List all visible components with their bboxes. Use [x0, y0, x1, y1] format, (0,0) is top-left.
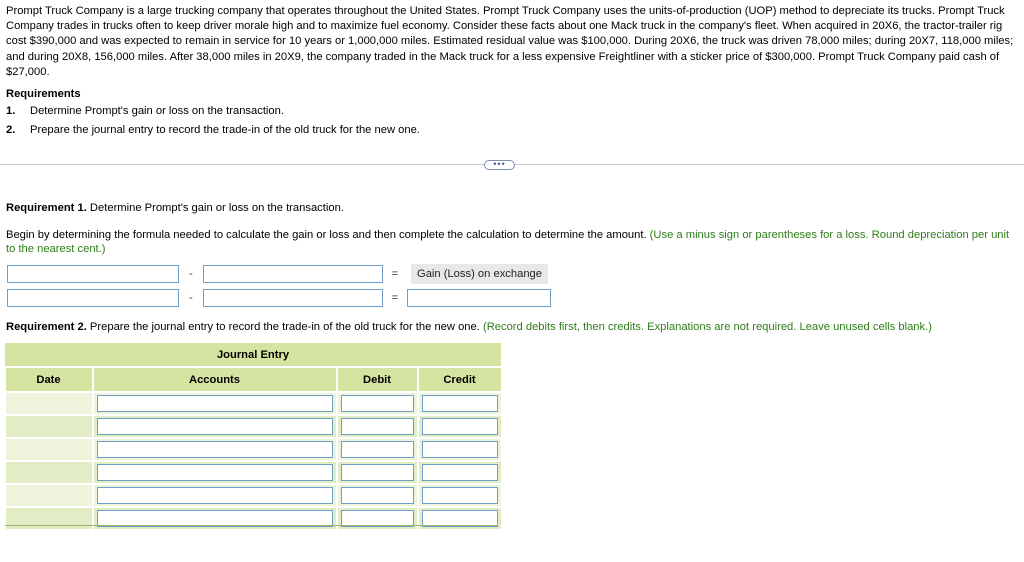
credit-column-header: Credit	[418, 367, 501, 392]
credit-input[interactable]	[422, 464, 498, 481]
gain-loss-amount-input[interactable]	[407, 289, 551, 307]
formula-input-1[interactable]	[7, 265, 179, 283]
credit-input[interactable]	[422, 487, 498, 504]
journal-row	[6, 438, 501, 461]
debit-input[interactable]	[341, 487, 414, 504]
formula-input-2[interactable]	[203, 265, 383, 283]
journal-row	[6, 415, 501, 438]
date-cell	[6, 438, 93, 461]
journal-row	[6, 461, 501, 484]
date-cell	[6, 392, 93, 415]
journal-bottom-border	[5, 525, 498, 526]
formula-row	[7, 264, 548, 284]
account-cell	[93, 438, 337, 461]
requirement-1-label: Requirement 1.	[6, 202, 87, 214]
requirement-item-2	[6, 123, 420, 142]
requirement-2-title	[6, 321, 932, 333]
debit-cell	[337, 392, 418, 415]
instruction-text: Begin by determining the formula needed to calculate the gain or loss and then complete the calculation to determine the amount.	[6, 229, 647, 241]
debit-input[interactable]	[341, 418, 414, 435]
amount-input-2[interactable]	[203, 289, 383, 307]
problem-statement: Prompt Truck Company is a large trucking company that operates throughout the United States. Prompt Truck Company uses the units-of-production (UOP) method to depreciate its trucks. Prompt Truck Company trades in trucks often to keep driver morale high and to maximize fuel economy. Consider these facts about one Mack truck in the company's fleet. When acquired in 20X6, the tractor-trailer rig cost $390,000 and was expected to remain in service for 10 years or 1,000,000 miles. Estimated residual value was $100,000. During 20X6, the truck was driven 78,000 miles; during 20X7, 118,000 miles; and during 20X8, 156,000 miles. After 38,000 miles in 20X9, the company traded in the Mack truck for a less expensive Freightliner with a sticker price of $300,000. Prompt Truck Company paid cash of $27,000.	[6, 5, 1014, 78]
date-cell	[6, 484, 93, 507]
account-cell	[93, 484, 337, 507]
journal-header-row	[6, 367, 501, 392]
account-input[interactable]	[97, 395, 333, 412]
requirement-text: Prepare the journal entry to record the trade-in of the old truck for the new one.	[30, 124, 420, 136]
requirement-number: 2.	[6, 124, 16, 136]
requirement-text: Determine Prompt's gain or loss on the transaction.	[30, 105, 284, 117]
journal-row	[6, 392, 501, 415]
accounts-column-header: Accounts	[93, 367, 337, 392]
account-cell	[93, 415, 337, 438]
requirement-number: 1.	[6, 105, 16, 117]
debit-input[interactable]	[341, 464, 414, 481]
credit-cell	[418, 415, 501, 438]
account-input[interactable]	[97, 464, 333, 481]
credit-cell	[418, 438, 501, 461]
account-input[interactable]	[97, 418, 333, 435]
debit-input[interactable]	[341, 395, 414, 412]
amount-input-1[interactable]	[7, 289, 179, 307]
account-input[interactable]	[97, 441, 333, 458]
requirement-2-label: Requirement 2.	[6, 321, 87, 333]
requirements-list	[6, 104, 420, 142]
journal-title: Journal Entry	[6, 344, 501, 368]
requirement-2-text: Prepare the journal entry to record the trade-in of the old truck for the new one.	[86, 321, 480, 333]
expand-more-button[interactable]: •••	[484, 160, 515, 170]
debit-cell	[337, 484, 418, 507]
requirement-item-1	[6, 104, 420, 123]
credit-cell	[418, 392, 501, 415]
minus-operator: -	[189, 292, 193, 304]
credit-cell	[418, 484, 501, 507]
debit-cell	[337, 415, 418, 438]
journal-entry-table	[5, 343, 501, 529]
requirement-1-text: Determine Prompt's gain or loss on the transaction.	[86, 202, 344, 214]
account-input[interactable]	[97, 487, 333, 504]
account-cell	[93, 392, 337, 415]
requirements-heading: Requirements	[6, 88, 81, 100]
requirement-1-instruction	[6, 228, 1016, 256]
instruction-hint: (Use a minus sign or parentheses for a loss. Round depreciation per unit to the nearest cent.)	[6, 229, 1010, 255]
requirement-1-title	[6, 202, 344, 214]
date-cell	[6, 461, 93, 484]
credit-input[interactable]	[422, 418, 498, 435]
amount-row	[7, 288, 551, 308]
credit-cell	[418, 461, 501, 484]
equals-operator: =	[391, 268, 399, 280]
requirement-2-hint: (Record debits first, then credits. Explanations are not required. Leave unused cells blank.)	[479, 321, 932, 333]
debit-cell	[337, 438, 418, 461]
date-column-header: Date	[6, 367, 93, 392]
account-cell	[93, 461, 337, 484]
journal-row	[6, 484, 501, 507]
debit-input[interactable]	[341, 441, 414, 458]
debit-column-header: Debit	[337, 367, 418, 392]
minus-operator: -	[189, 268, 193, 280]
debit-cell	[337, 461, 418, 484]
date-cell	[6, 415, 93, 438]
credit-input[interactable]	[422, 441, 498, 458]
equals-operator: =	[391, 292, 399, 304]
credit-input[interactable]	[422, 395, 498, 412]
gain-loss-label: Gain (Loss) on exchange	[411, 264, 548, 284]
